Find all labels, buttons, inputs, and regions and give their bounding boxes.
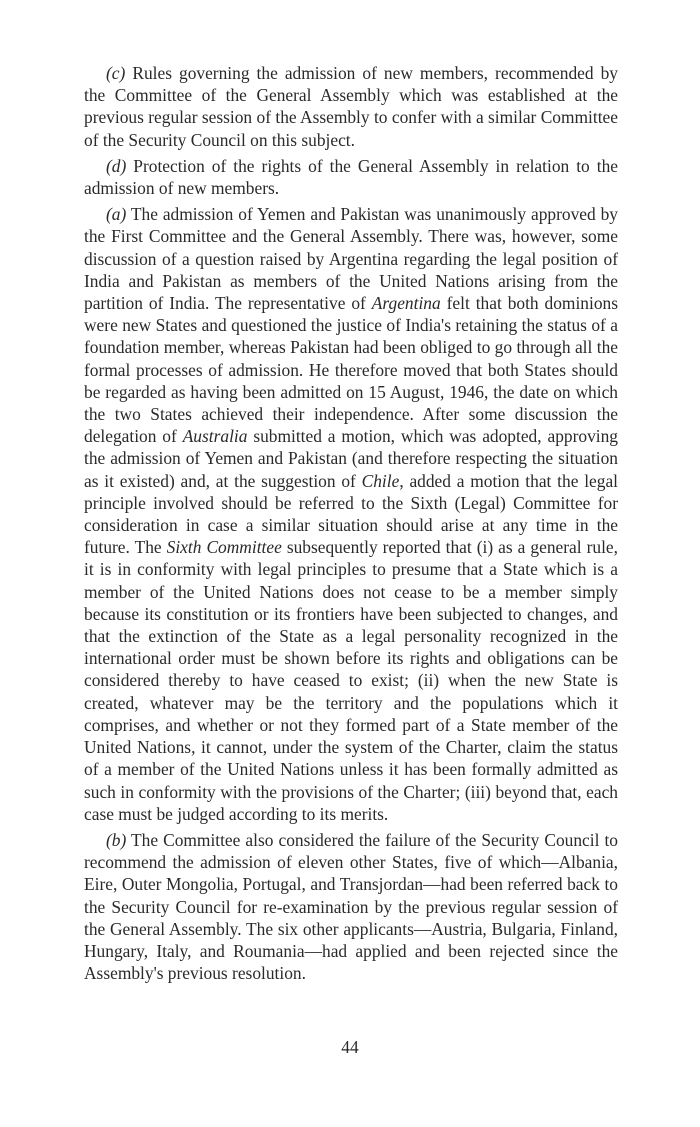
paragraph-a (84, 203, 618, 825)
page-number: 44 (341, 1037, 359, 1057)
italic-country-chile: Chile (361, 470, 400, 491)
paragraph-d (84, 155, 618, 199)
paragraph-marker: (c) (106, 63, 126, 83)
paragraph-text: felt that both dominions were new States and questioned the justice of India's retaining the status of a foundation member, whereas Pakistan had been obliged to go through all the formal processes of admission. He therefore moved that both States should be regarded as having been admitted on 15 August, 1946, the date on which the two States achieved their independence. After some discussion the delegation of (84, 293, 618, 447)
italic-country-australia: Australia (182, 426, 248, 447)
paragraph-text: Rules governing the admission of new members, recommended by the Committee of the General Assembly which was established at the previous regular session of the Assembly to confer with a similar Committee of the Security Council on this subject. (84, 63, 618, 150)
paragraph-text: Protection of the rights of the General Assembly in relation to the admission of new members. (84, 155, 618, 199)
paragraph-text: subsequently reported that (i) as a general rule, it is in conformity with legal principles to presume that a State which is a member of the United Nations does not cease to be a member simply because its constitution or its frontiers have been subjected to changes, and that the extinction of the State as a legal personality recognized in the international order must be shown before its rights and obligations can be considered thereby to have ceased to exist; (ii) when the new State is created, whatever may be the territory and the populations which it comprises, and whether or not they formed part of a State member of the United Nations, it cannot, under the system of the Charter, claim the status of a member of the United Nations unless it has been formally admitted as such in conformity with the provisions of the Charter; (iii) beyond that, each case must be judged according to its merits. (84, 537, 618, 824)
paragraph-text: The Committee also considered the failure of the Security Council to recommend the admission of eleven other States, five of which—Albania, Eire, Outer Mongolia, Portugal, and Transjordan—had been referred back to the Security Council for re-examination by the previous regular session of the General Assembly. The six other applicants—Austria, Bulgaria, Finland, Hungary, Italy, and Roumania—had applied and been rejected since the Assembly's previous resolution. (84, 829, 618, 984)
italic-sixth-committee: Sixth Committee (166, 537, 282, 558)
paragraph-b (84, 829, 618, 984)
paragraph-text: , added a motion that the legal principle involved should be referred to the Sixth (Legal) Committee for consideration in case a similar situation should arise at any time in the future. The (84, 470, 618, 558)
paragraph-text: submitted a motion, which was adopted, approving the admission of Yemen and Pakistan (and therefore respecting the situation as it existed) and, at the suggestion of (84, 426, 618, 491)
paragraph-marker: (d) (106, 155, 127, 176)
paragraph-c (84, 62, 618, 151)
document-page (84, 62, 618, 984)
italic-country-argentina: Argentina (371, 293, 441, 314)
paragraph-text: The admission of Yemen and Pakistan was unanimously approved by the First Committee and the General Assembly. There was, however, some discussion of a question raised by Argentina regarding the legal position of India and Pakistan as members of the United Nations arising from the partition of India. The representative of (84, 204, 618, 314)
paragraph-marker: (a) (106, 204, 127, 225)
paragraph-marker: (b) (106, 829, 127, 850)
